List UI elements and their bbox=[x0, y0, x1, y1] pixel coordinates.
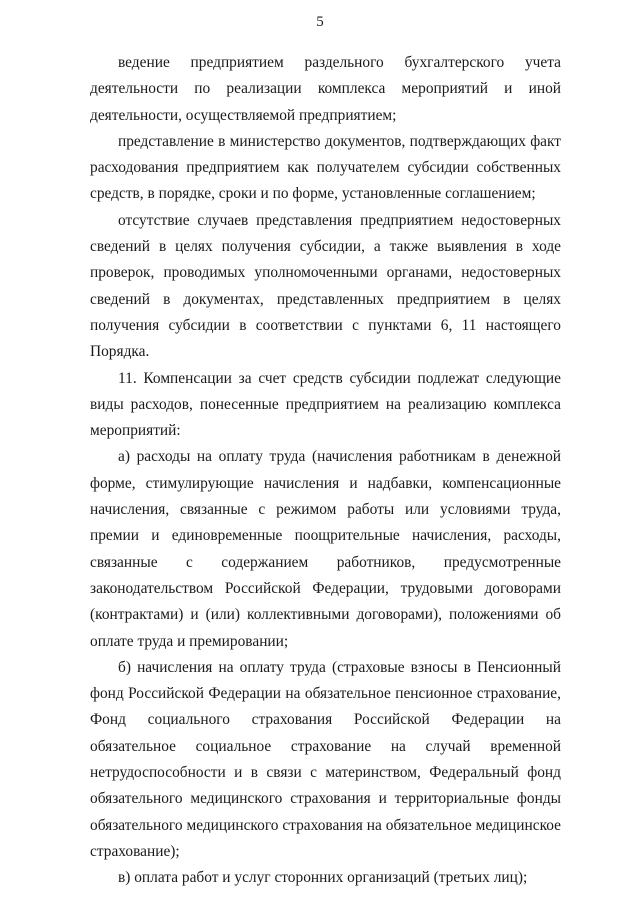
paragraph-accounting: ведение предприятием раздельного бухгалтерского учета деятельности по реализации комплекса мероприятий и иной деятельности, осуществляемой предприятием; bbox=[90, 54, 561, 124]
paragraph-documents: представление в министерство документов, подтверждающих факт расходования предприятием как получателем субсидии собственных средств, в порядке, сроки и по форме, установленные соглашением; bbox=[90, 132, 561, 203]
page-number: 5 bbox=[316, 14, 324, 30]
paragraph-item-11: 11. Компенсации за счет средств субсидии подлежат следующие виды расходов, понесенные предприятием на реализацию комплекса мероприятий: bbox=[90, 369, 561, 440]
paragraph-item-a: а) расходы на оплату труда (начисления работникам в денежной форме, стимулирующие начисления и надбавки, компенсационные начисления, связанные с режимом работы или условиями труда, премии и единовременные поощрительные начисления, расходы, связанные с содержанием работников, предусмотренные законодательством Российской Федерации, трудовыми договорами (контрактами) и (или) коллективными договорами), положениями об оплате труда и премировании; bbox=[90, 448, 561, 650]
document-body bbox=[90, 50, 561, 892]
paragraph-item-v: в) оплата работ и услуг сторонних организаций (третьих лиц); bbox=[118, 869, 528, 887]
paragraph-no-false-info: отсутствие случаев представления предприятием недостоверных сведений в целях получения субсидии, а также выявления в ходе проверок, проводимых уполномоченными органами, недостоверных сведений в документах, представленных предприятием в целях получения субсидии в соответствии с пунктами 6, 11 настоящего Порядка. bbox=[90, 211, 561, 361]
paragraph-item-b: б) начисления на оплату труда (страховые взносы в Пенсионный фонд Российской Федерации на обязательное пенсионное страхование, Фонд социального страхования Российской Федерации на обязательное социальное страхование на случай временной нетрудоспособности и в связи с материнством, Федеральный фонд обязательного медицинского страхования и территориальные фонды обязательного медицинского страхования на обязательное медицинское страхование); bbox=[90, 658, 561, 860]
